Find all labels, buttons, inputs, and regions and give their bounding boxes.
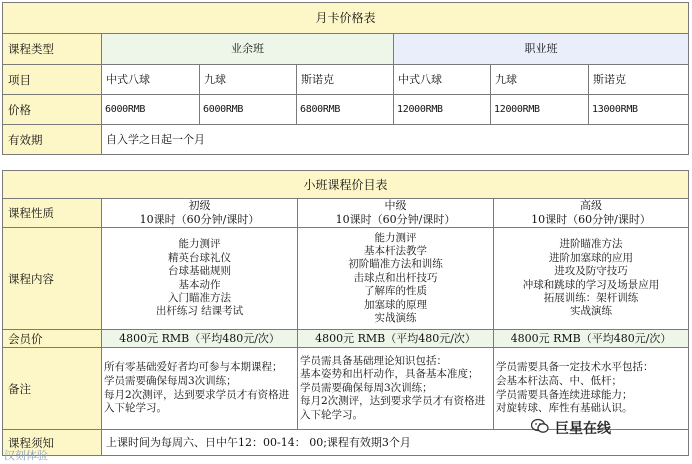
member-price-beginner: 4800元 RMB（平均480元/次） bbox=[102, 330, 298, 348]
row-label-content: 课程内容 bbox=[3, 228, 102, 330]
content-line: 入门瞄准方法 bbox=[168, 291, 231, 304]
monthly-title: 月卡价格表 bbox=[3, 3, 689, 34]
corner-watermark: 汉刻体验 bbox=[4, 449, 48, 462]
row-label-nature: 课程性质 bbox=[3, 199, 102, 228]
monthly-price-table bbox=[2, 2, 689, 155]
content-line: 加塞球的原理 bbox=[364, 298, 427, 311]
price-cell: 12000RMB bbox=[394, 95, 491, 125]
note-line: 学员需要确保每周3次训练； bbox=[104, 374, 237, 387]
note-line: 基本姿势和出杆动作，具备基本准度； bbox=[300, 368, 479, 381]
content-line: 实战演练 bbox=[570, 305, 612, 318]
price-cell: 6000RMB bbox=[102, 95, 200, 125]
wechat-icon bbox=[531, 418, 549, 434]
level-name: 中级 bbox=[384, 199, 407, 212]
content-beginner bbox=[102, 228, 298, 330]
item-cell: 中式八球 bbox=[102, 65, 200, 95]
row-label-notice: 课程须知 bbox=[3, 430, 102, 456]
level-header-advanced bbox=[494, 199, 689, 228]
price-cell: 13000RMB bbox=[589, 95, 689, 125]
content-line: 出杆练习 结课考试 bbox=[155, 305, 244, 318]
level-hours: 10课时（60分钟/课时） bbox=[531, 213, 651, 226]
content-line: 进阶瞄准方法 bbox=[559, 238, 623, 251]
member-price-intermediate: 4800元 RMB（平均480元/次） bbox=[298, 330, 494, 348]
level-header-intermediate bbox=[298, 199, 494, 228]
small-class-title: 小班课程价目表 bbox=[3, 171, 689, 199]
content-line: 精英台球礼仪 bbox=[168, 251, 231, 264]
content-line: 了解库的性质 bbox=[364, 285, 427, 298]
content-intermediate bbox=[298, 228, 494, 330]
content-line: 冲球和跳球的学习及场景应用 bbox=[522, 278, 660, 291]
item-cell: 斯诺克 bbox=[297, 65, 394, 95]
note-line: 每月2次测评，达到要求学员才有资格进入下轮学习。 bbox=[300, 395, 486, 421]
content-line: 进攻及防守技巧 bbox=[554, 265, 628, 278]
item-cell: 九球 bbox=[200, 65, 297, 95]
level-hours: 10课时（60分钟/课时） bbox=[139, 213, 260, 226]
content-line: 实战演练 bbox=[374, 312, 417, 325]
table-gap bbox=[0, 156, 692, 170]
content-line: 初阶瞄准方法和训练 bbox=[348, 258, 443, 271]
row-label-price: 价格 bbox=[3, 95, 102, 125]
content-line: 基本杆法教学 bbox=[364, 244, 427, 257]
level-hours: 10课时（60分钟/课时） bbox=[335, 213, 456, 226]
row-label-item: 项目 bbox=[3, 65, 102, 95]
note-line: 所有零基础爱好者均可参与本期课程； bbox=[104, 361, 283, 374]
notes-intermediate bbox=[298, 348, 494, 430]
content-line: 能力测评 bbox=[178, 238, 221, 251]
content-line: 台球基础规则 bbox=[168, 265, 231, 278]
row-label-member-price: 会员价 bbox=[3, 330, 102, 348]
item-cell: 斯诺克 bbox=[589, 65, 689, 95]
row-label-notes: 备注 bbox=[3, 348, 102, 430]
small-class-table bbox=[2, 170, 689, 456]
member-price-advanced: 4800元 RMB（平均480元/次） bbox=[494, 330, 689, 348]
notes-beginner bbox=[102, 348, 298, 430]
content-line: 拓展训练：架杆训练 bbox=[543, 291, 639, 304]
content-advanced bbox=[494, 228, 689, 330]
validity-value: 自入学之日起一个月 bbox=[102, 125, 689, 155]
brand-watermark: 巨星在线 bbox=[555, 421, 611, 437]
note-line: 每月2次测评，达到要求学员才有资格进入下轮学习。 bbox=[104, 388, 290, 415]
notice-value: 上课时间为每周六、日中午12：00-14： 00;课程有效期3个月 bbox=[102, 430, 689, 456]
item-cell: 中式八球 bbox=[394, 65, 491, 95]
note-line: 会基本杆法高、中、低杆； bbox=[496, 374, 622, 387]
note-line: 对旋转球、库性有基础认识。 bbox=[496, 402, 633, 415]
content-line: 进阶加塞球的应用 bbox=[549, 251, 633, 264]
content-line: 能力测评 bbox=[374, 231, 417, 244]
note-line: 学员需要具备一定技术水平包括： bbox=[496, 361, 654, 374]
note-line: 学员需要具备连续进球能力； bbox=[496, 388, 633, 401]
price-cell: 6800RMB bbox=[297, 95, 394, 125]
level-name: 高级 bbox=[580, 199, 602, 212]
pro-class-header: 职业班 bbox=[394, 34, 689, 65]
level-header-beginner bbox=[102, 199, 298, 228]
content-line: 基本动作 bbox=[178, 278, 221, 291]
row-label-course-type: 课程类型 bbox=[3, 34, 102, 65]
content-line: 击球点和出杆技巧 bbox=[353, 271, 438, 284]
row-label-validity: 有效期 bbox=[3, 125, 102, 155]
price-cell: 6000RMB bbox=[200, 95, 297, 125]
item-cell: 九球 bbox=[491, 65, 589, 95]
level-name: 初级 bbox=[188, 199, 211, 212]
price-cell: 12000RMB bbox=[491, 95, 589, 125]
note-line: 学员需要确保每周3次训练； bbox=[300, 381, 433, 394]
note-line: 学员需具备基础理论知识包括： bbox=[300, 354, 447, 367]
amateur-class-header: 业余班 bbox=[102, 34, 394, 65]
